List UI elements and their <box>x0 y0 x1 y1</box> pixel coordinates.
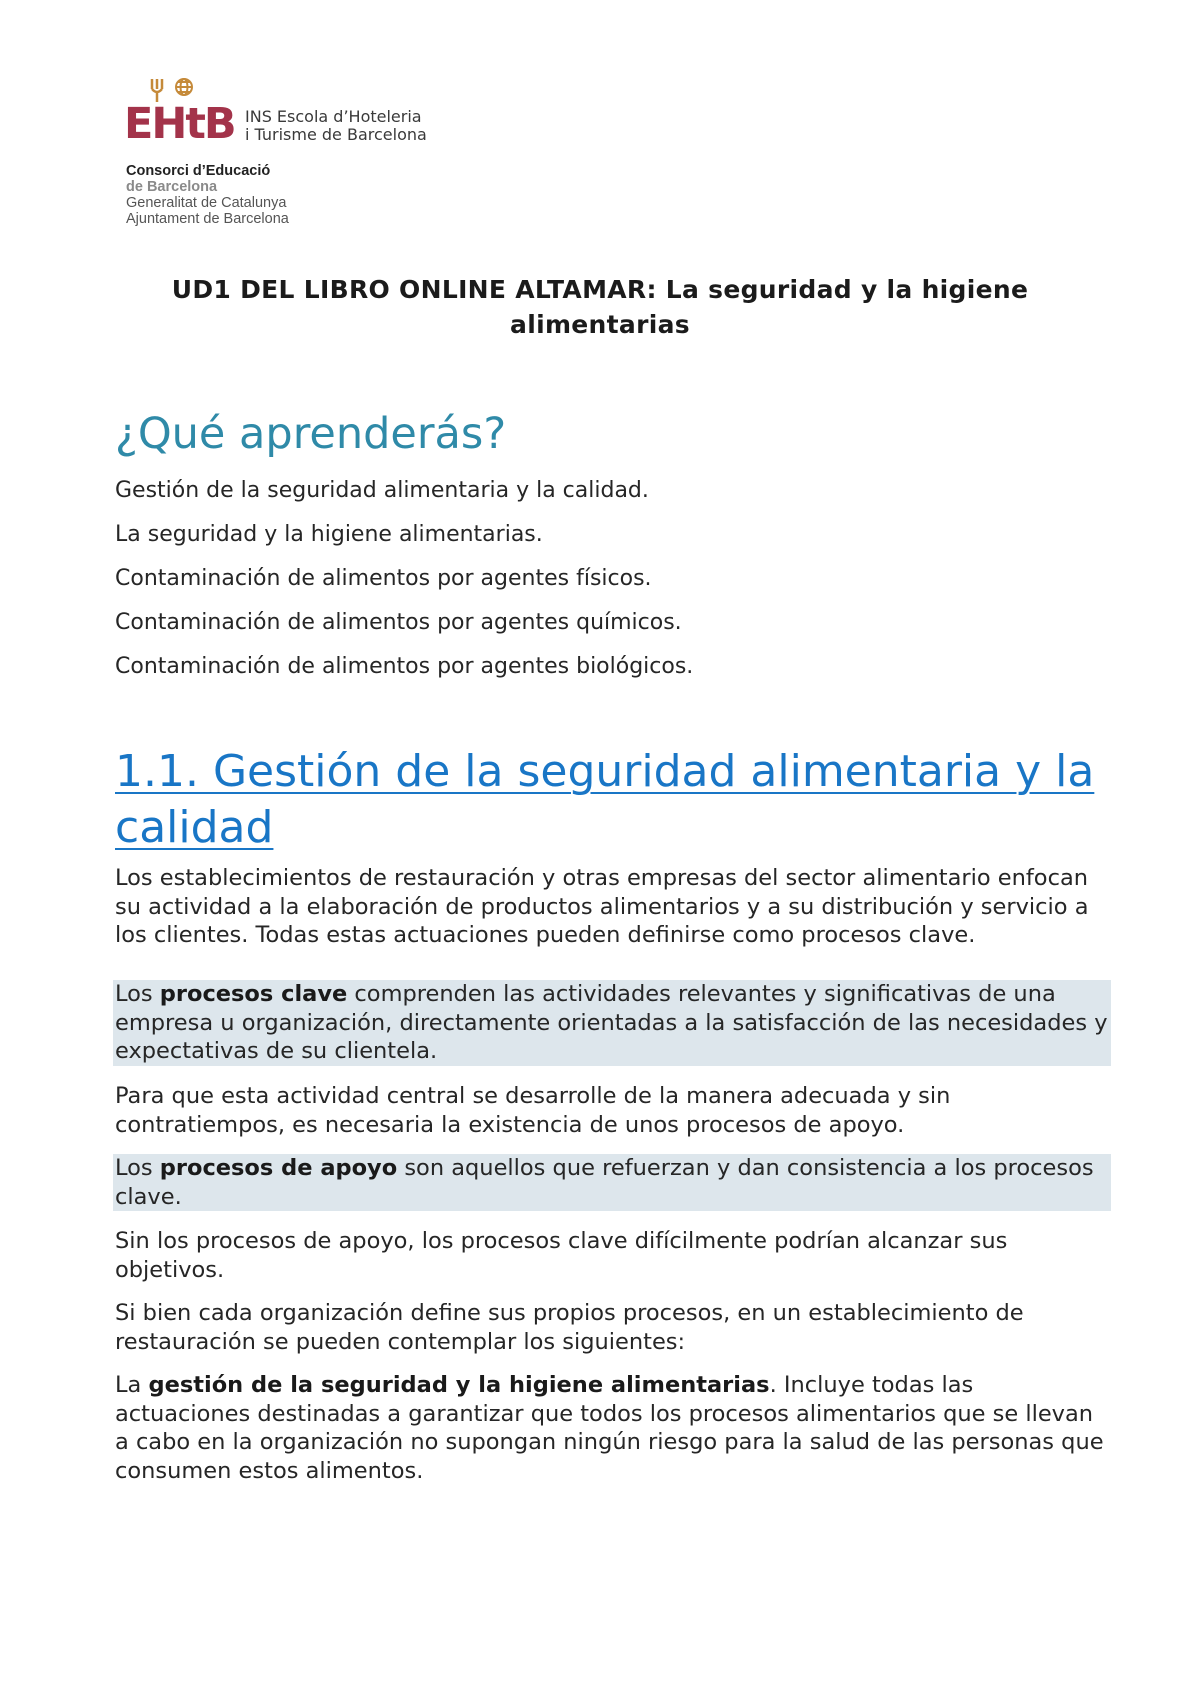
school-name-line2: i Turisme de Barcelona <box>245 125 427 144</box>
paragraph-4: Si bien cada organización define sus propios procesos, en un establecimiento de restauración se pueden contemplar los siguientes: <box>115 1300 1024 1355</box>
document-title: UD1 DEL LIBRO ONLINE ALTAMAR: La seguridad y la higiene alimentarias <box>171 275 1029 339</box>
paragraph-3: Sin los procesos de apoyo, los procesos clave difícilmente podrían alcanzar sus objetivos. <box>115 1228 1008 1283</box>
ehtb-logo <box>124 76 236 146</box>
learn-item: La seguridad y la higiene alimentarias. <box>115 522 543 547</box>
consorci-line1: Consorci d’Educació <box>126 163 271 179</box>
definition-procesos-clave <box>113 980 1111 1066</box>
school-name-line1: INS Escola d’Hoteleria <box>245 107 422 126</box>
paragraph-5 <box>115 1371 1110 1485</box>
learn-heading: ¿Qué aprenderás? <box>115 409 507 459</box>
def1-pre: Los <box>115 981 160 1007</box>
def1-post: comprenden las actividades relevantes y significativas de una empresa u organización, directamente orientadas a la satisfacción de las necesidades y expectativas de su clientela. <box>115 981 1108 1064</box>
learn-item: Contaminación de alimentos por agentes físicos. <box>115 566 652 591</box>
consorci-line3: Generalitat de Catalunya <box>126 195 287 211</box>
def2-term: procesos de apoyo <box>159 1155 398 1181</box>
logo-text: EHtB <box>124 99 235 146</box>
def2-pre: Los <box>115 1155 160 1181</box>
learn-list <box>115 477 693 697</box>
school-name <box>245 108 427 144</box>
learn-item: Contaminación de alimentos por agentes biológicos. <box>115 654 694 679</box>
learn-item: Contaminación de alimentos por agentes químicos. <box>115 610 682 635</box>
section-heading-link[interactable]: 1.1. Gestión de la seguridad alimentaria y la calidad <box>115 746 1095 853</box>
paragraph-2: Para que esta actividad central se desarrolle de la manera adecuada y sin contratiempos, es necesaria la existencia de unos procesos de apoyo. <box>115 1083 951 1138</box>
def2-post: son aquellos que refuerzan y dan consistencia a los procesos clave. <box>115 1155 1094 1210</box>
p5-term: gestión de la seguridad y la higiene alimentarias <box>148 1372 770 1398</box>
p5-post: . Incluye todas las actuaciones destinadas a garantizar que todos los procesos alimentarios que se llevan a cabo en la organización no supongan ningún riesgo para la salud de las personas que consumen estos alimentos. <box>115 1372 1104 1484</box>
globe-icon <box>176 79 192 95</box>
p5-pre: La <box>115 1372 149 1398</box>
definition-procesos-apoyo <box>113 1154 1111 1211</box>
learn-item: Gestión de la seguridad alimentaria y la calidad. <box>115 478 649 503</box>
def1-term: procesos clave <box>159 981 348 1007</box>
paragraph-1: Los establecimientos de restauración y otras empresas del sector alimentario enfocan su actividad a la elaboración de productos alimentarios y a su distribución y servicio a los clientes. Todas estas actuaciones pueden definirse como procesos clave. <box>115 865 1089 948</box>
consorci-line2: de Barcelona <box>126 179 218 195</box>
consorci-logo <box>126 163 289 227</box>
consorci-line4: Ajuntament de Barcelona <box>126 211 289 227</box>
